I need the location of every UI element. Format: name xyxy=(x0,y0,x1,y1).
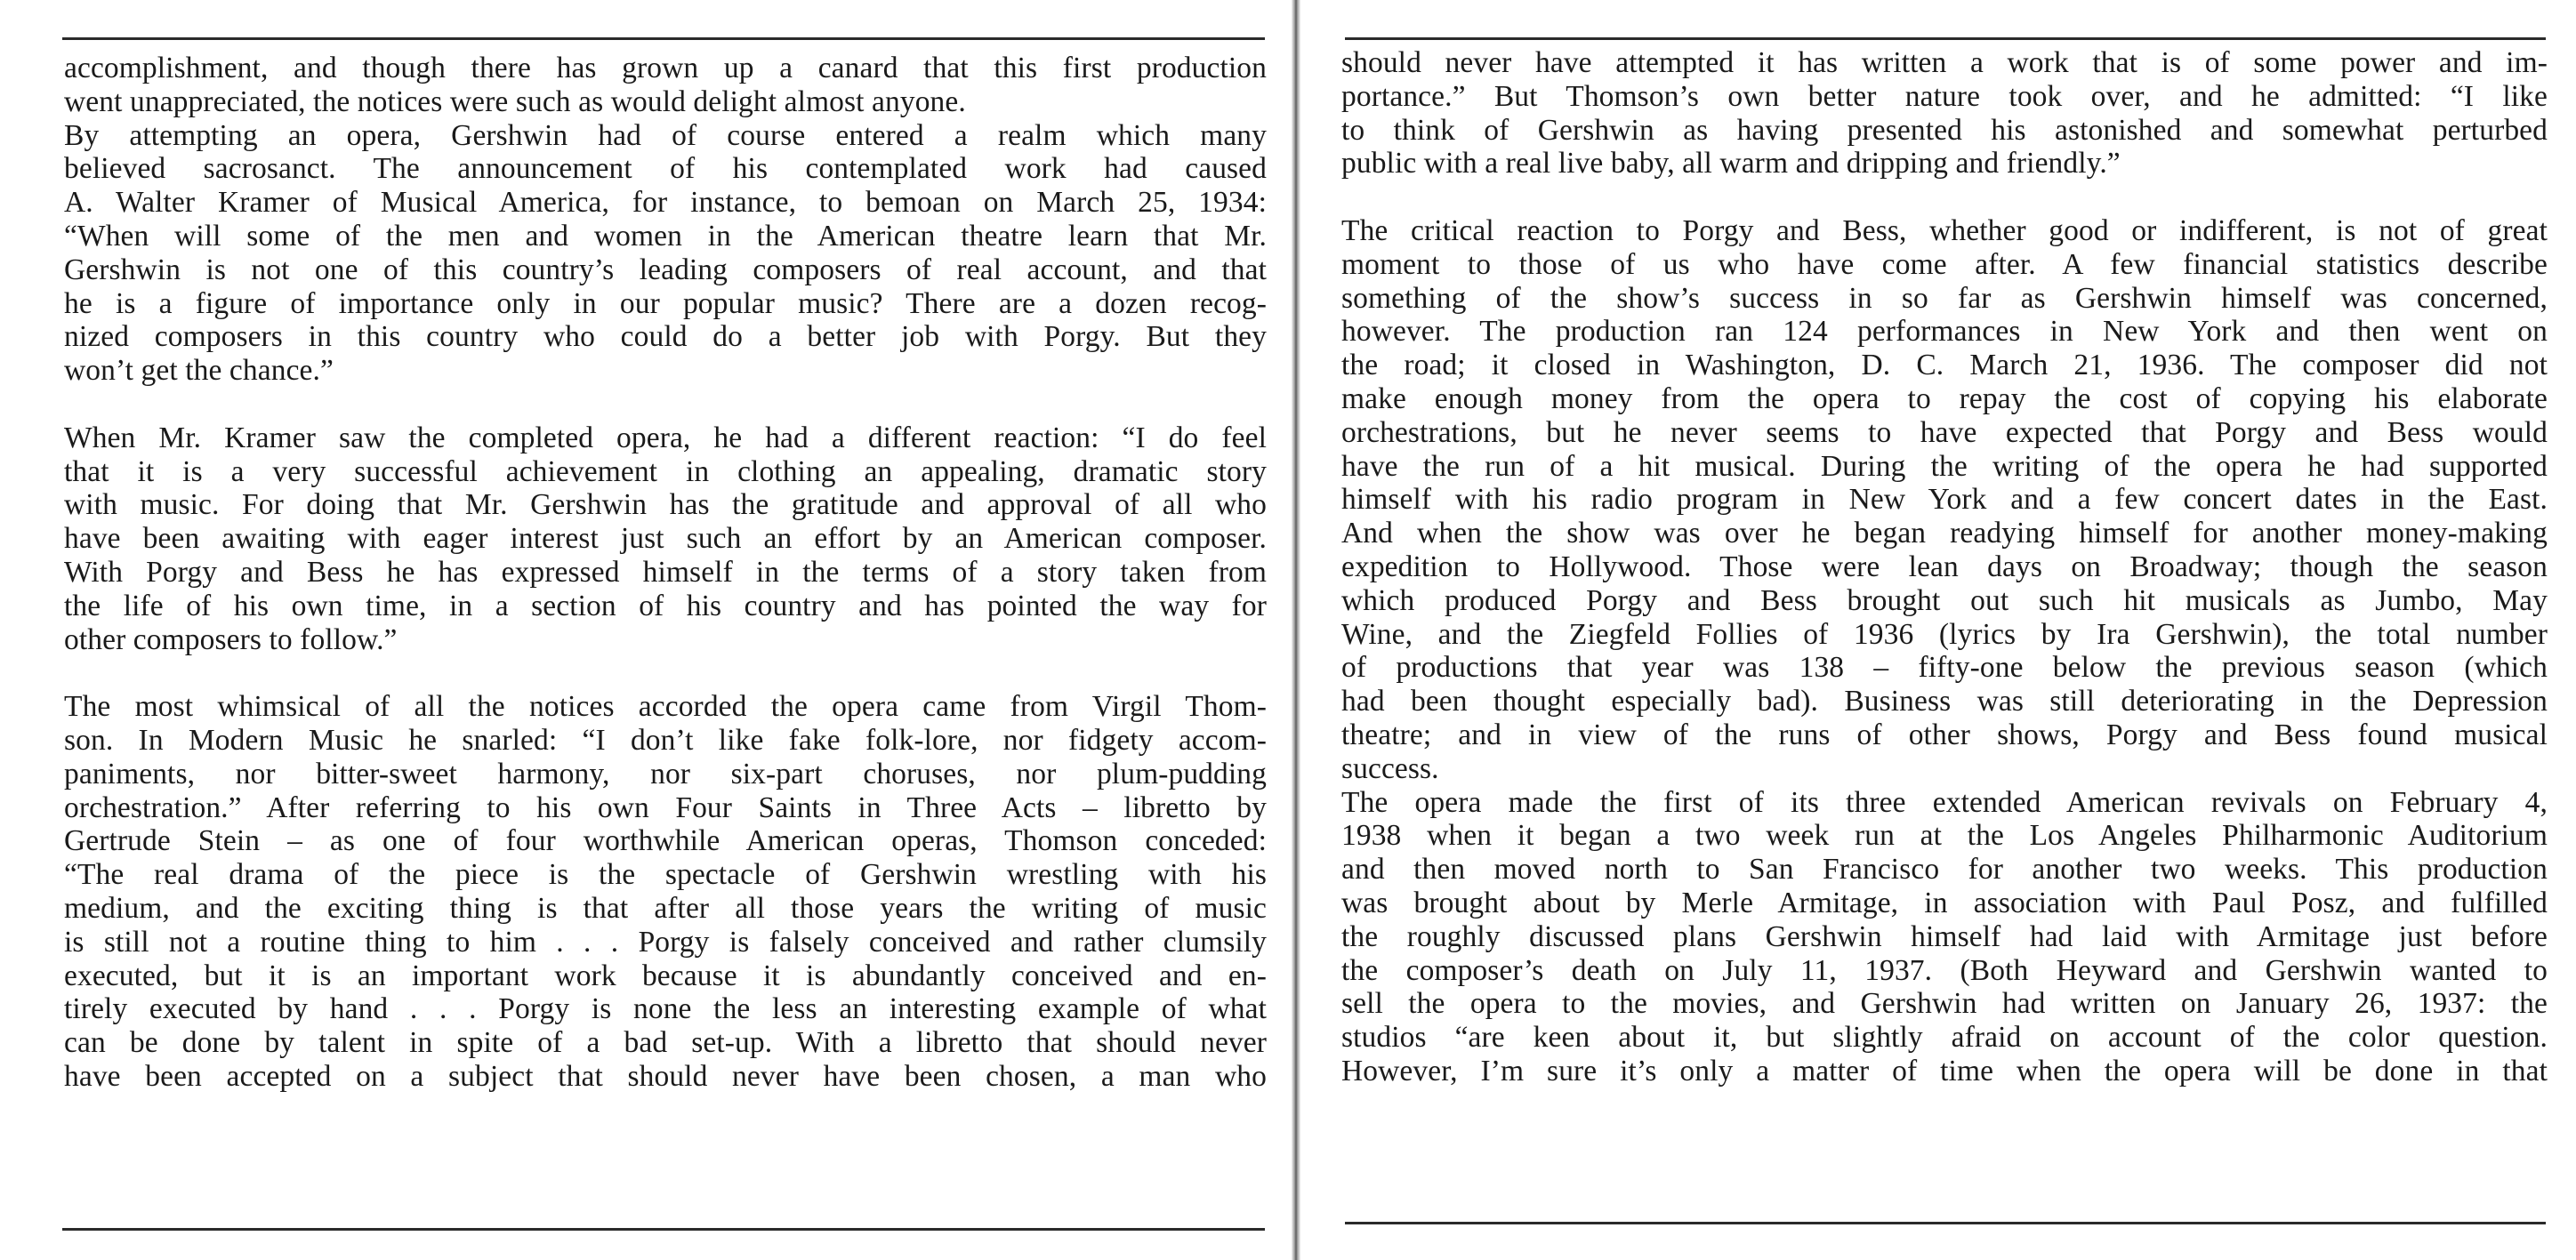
text-line: accomplishment, and though there has grown up a canard that this first production xyxy=(64,52,1267,84)
paragraph xyxy=(64,690,1267,1094)
text-line: orchestrations, but he never seems to have expected that Porgy and Bess would xyxy=(1341,415,2548,449)
text-line: success. xyxy=(1341,751,1439,785)
text-line: By attempting an opera, Gershwin had of course entered a realm which many xyxy=(64,118,1267,152)
top-rule xyxy=(62,37,1265,40)
text-line: went unappreciated, the notices were such as would delight almost anyone. xyxy=(64,84,966,118)
text-line: have been accepted on a subject that should never have been chosen, a man who xyxy=(64,1059,1267,1093)
text-line: have the run of a hit musical. During the writing of the opera he had supported xyxy=(1341,449,2548,483)
text-line: portance.” But Thomson’s own better nature took over, and he admitted: “I like xyxy=(1341,79,2548,113)
text-line: nized composers in this country who could do a better job with Porgy. But they xyxy=(64,320,1267,354)
text-line: the life of his own time, in a section of his country and has pointed the way for xyxy=(64,589,1267,622)
text-line: however. The production ran 124 performances in New York and then went on xyxy=(1341,315,2548,349)
text-line: 1938 when it began a two week run at the Los Angeles Philharmonic Auditorium xyxy=(1341,819,2548,853)
text-line: of productions that year was 138 – fifty-one below the previous season (which xyxy=(1341,651,2548,685)
book-spine xyxy=(1292,0,1300,1260)
text-line: orchestration.” After referring to his own Four Saints in Three Acts – libretto by xyxy=(64,791,1267,824)
text-line: A. Walter Kramer of Musical America, for instance, to bemoan on March 25, 1934: xyxy=(64,186,1267,220)
text-line: himself with his radio program in New York and a few concert dates in the East. xyxy=(1341,483,2548,517)
text-line: The opera made the first of its three extended American revivals on February 4, xyxy=(1341,785,2548,819)
paragraph xyxy=(1341,214,2548,786)
text-line: won’t get the chance.” xyxy=(64,354,334,388)
text-line: The most whimsical of all the notices accorded the opera came from Virgil Thom- xyxy=(64,690,1267,724)
text-line: son. In Modern Music he snarled: “I don’t like fake folk-lore, nor fidgety accom- xyxy=(64,723,1267,757)
text-line: with music. For doing that Mr. Gershwin has the gratitude and approval of all who xyxy=(64,488,1267,522)
text-line: the composer’s death on July 11, 1937. (Both Heyward and Gershwin wanted to xyxy=(1341,953,2548,987)
bottom-rule xyxy=(62,1228,1265,1231)
text-line: and then moved north to San Francisco for another two weeks. This production xyxy=(1341,853,2548,887)
text-line: should never have attempted it has written a work that is of some power and im- xyxy=(1341,46,2548,79)
text-line: have been awaiting with eager interest just such an effort by an American composer. xyxy=(64,522,1267,556)
right-text-column xyxy=(1341,46,2548,1088)
text-line: “When will some of the men and women in the American theatre learn that Mr. xyxy=(64,219,1267,253)
paragraph xyxy=(64,52,1267,119)
paragraph xyxy=(64,421,1267,657)
text-line: to think of Gershwin as having presented his astonished and somewhat perturbed xyxy=(1341,113,2548,147)
text-line: public with a real live baby, all warm and dripping and friendly.” xyxy=(1341,147,2121,181)
text-line: When Mr. Kramer saw the completed opera, he had a different reaction: “I do feel xyxy=(64,421,1267,454)
text-line: expedition to Hollywood. Those were lean days on Broadway; though the season xyxy=(1341,550,2548,583)
text-line: had been thought especially bad). Business was still deteriorating in the Depression xyxy=(1341,685,2548,718)
text-line: studios “are keen about it, but slightly afraid on account of the color question. xyxy=(1341,1021,2548,1055)
paragraph-spacer xyxy=(64,388,1267,421)
text-line: other composers to follow.” xyxy=(64,622,398,656)
text-line: With Porgy and Bess he has expressed himself in the terms of a story taken from xyxy=(64,555,1267,589)
text-line: the roughly discussed plans Gershwin himself had laid with Armitage just before xyxy=(1341,919,2548,953)
paragraph xyxy=(1341,46,2548,181)
paragraph-spacer xyxy=(64,656,1267,690)
text-line: can be done by talent in spite of a bad set-up. With a libretto that should never xyxy=(64,1026,1267,1060)
text-line: sell the opera to the movies, and Gershwin had written on January 26, 1937: the xyxy=(1341,987,2548,1021)
text-line: paniments, nor bitter-sweet harmony, nor six-part choruses, nor plum-pudding xyxy=(64,757,1267,791)
text-line: which produced Porgy and Bess brought out such hit musicals as Jumbo, May xyxy=(1341,583,2548,617)
text-line: was brought about by Merle Armitage, in association with Paul Posz, and fulfilled xyxy=(1341,886,2548,919)
text-line: moment to those of us who have come after. A few financial statistics describe xyxy=(1341,247,2548,281)
bottom-rule xyxy=(1345,1222,2546,1224)
paragraph xyxy=(1341,786,2548,1088)
paragraph-spacer xyxy=(1341,181,2548,214)
text-line: the road; it closed in Washington, D. C. March 21, 1936. The composer did not xyxy=(1341,349,2548,382)
text-line: medium, and the exciting thing is that after all those years the writing of music xyxy=(64,891,1267,925)
text-line: “The real drama of the piece is the spectacle of Gershwin wrestling with his xyxy=(64,858,1267,892)
text-line: something of the show’s success in so far as Gershwin himself was concerned, xyxy=(1341,281,2548,315)
text-line: believed sacrosanct. The announcement of his contemplated work had caused xyxy=(64,152,1267,186)
text-line: executed, but it is an important work because it is abundantly conceived and en- xyxy=(64,959,1267,992)
text-line: However, I’m sure it’s only a matter of time when the opera will be done in that xyxy=(1341,1054,2548,1087)
top-rule xyxy=(1345,37,2546,40)
right-page xyxy=(1300,0,2576,1260)
text-line: And when the show was over he began readying himself for another money-making xyxy=(1341,517,2548,550)
paragraph xyxy=(64,119,1267,388)
text-line: that it is a very successful achievement in clothing an appealing, dramatic story xyxy=(64,454,1267,488)
text-line: Gershwin is not one of this country’s leading composers of real account, and that xyxy=(64,253,1267,286)
text-line: The critical reaction to Porgy and Bess, whether good or indifferent, is not of great xyxy=(1341,213,2548,247)
left-text-column xyxy=(64,52,1267,1094)
text-line: tirely executed by hand . . . Porgy is none the less an interesting example of what xyxy=(64,992,1267,1026)
text-line: is still not a routine thing to him . . . Porgy is falsely conceived and rather clumsily xyxy=(64,925,1267,959)
text-line: theatre; and in view of the runs of other shows, Porgy and Bess found musical xyxy=(1341,718,2548,751)
text-line: Wine, and the Ziegfeld Follies of 1936 (lyrics by Ira Gershwin), the total number xyxy=(1341,617,2548,651)
text-line: Gertrude Stein – as one of four worthwhile American operas, Thomson conceded: xyxy=(64,824,1267,858)
text-line: he is a figure of importance only in our popular music? There are a dozen recog- xyxy=(64,286,1267,320)
text-line: make enough money from the opera to repay the cost of copying his elaborate xyxy=(1341,381,2548,415)
